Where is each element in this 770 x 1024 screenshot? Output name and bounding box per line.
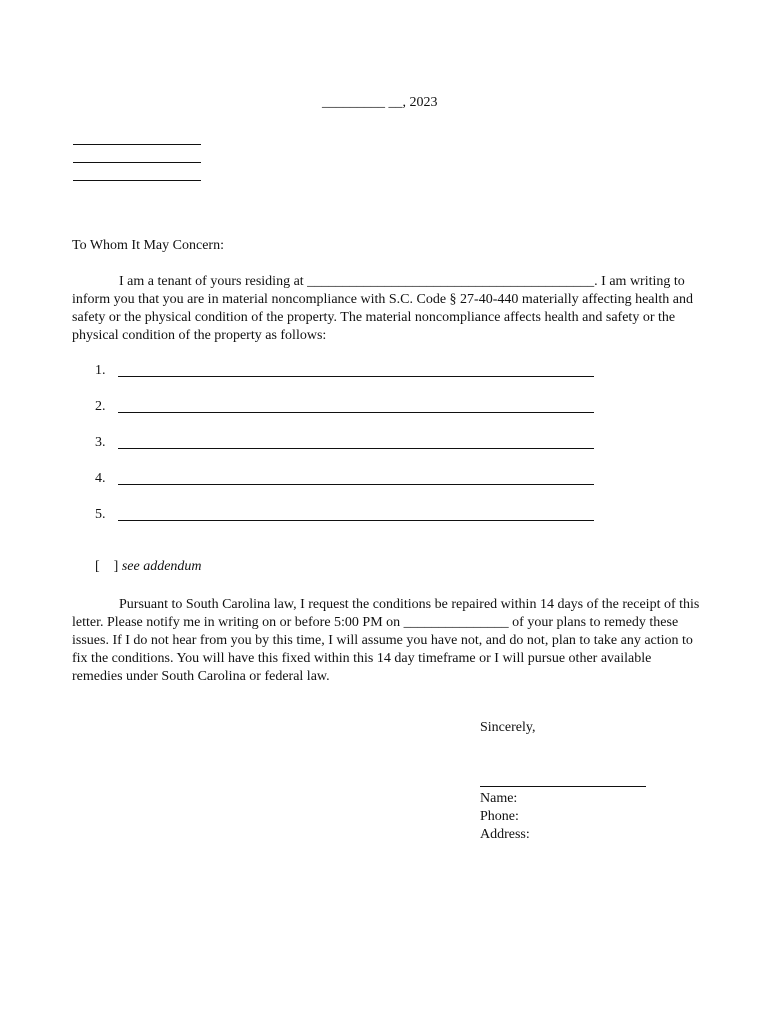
item-blank-line (118, 448, 594, 449)
intro-paragraph (72, 273, 700, 345)
intro-text-start: I am a tenant of yours residing at (119, 274, 308, 289)
intro-text-end: . I am writing to inform you that you are in material noncompliance with S.C. Code § 27-40-440 materially affecting health and safety or the physical condition of the property. The material noncompliance affects health and safety or the physical condition of the property as follows: (72, 274, 694, 343)
item-number: 3. (95, 435, 106, 450)
item-blank-line (118, 412, 594, 413)
salutation: To Whom It May Concern: (72, 238, 224, 253)
name-label: Name: (480, 791, 518, 806)
address-label: Address: (480, 827, 530, 842)
addendum-option (95, 559, 202, 575)
residence-address-blank: _________________________________________ (307, 274, 595, 289)
item-number: 1. (95, 363, 106, 378)
request-text-start: Pursuant to South Carolina law, I request the conditions be repaired within 14 days of the receipt of this letter. Please notify me in writing on or before 5:00 PM on (72, 597, 700, 630)
recipient-address-line-3 (73, 180, 201, 181)
addendum-label: see addendum (121, 559, 202, 574)
item-blank-line (118, 484, 594, 485)
item-number: 4. (95, 471, 106, 486)
phone-label: Phone: (480, 809, 519, 824)
item-number: 5. (95, 507, 106, 522)
item-blank-line (118, 520, 594, 521)
deadline-date-blank: _______________ (403, 615, 509, 630)
closing: Sincerely, (480, 720, 536, 735)
request-text-end: of your plans to remedy these issues. If I do not hear from you by this time, I will assume you have not, and do not, plan to take any action to fix the conditions. You will have this fixed within this 14 day timeframe or I will pursue other available remedies under South Carolina or federal law. (72, 615, 693, 684)
addendum-checkbox[interactable]: [ ] (95, 559, 119, 574)
recipient-address-line-1 (73, 144, 201, 145)
item-blank-line (118, 376, 594, 377)
date-line: _________ __, 2023 (322, 95, 438, 110)
item-number: 2. (95, 399, 106, 414)
request-paragraph (72, 596, 700, 686)
recipient-address-line-2 (73, 162, 201, 163)
signature-line (480, 786, 646, 787)
